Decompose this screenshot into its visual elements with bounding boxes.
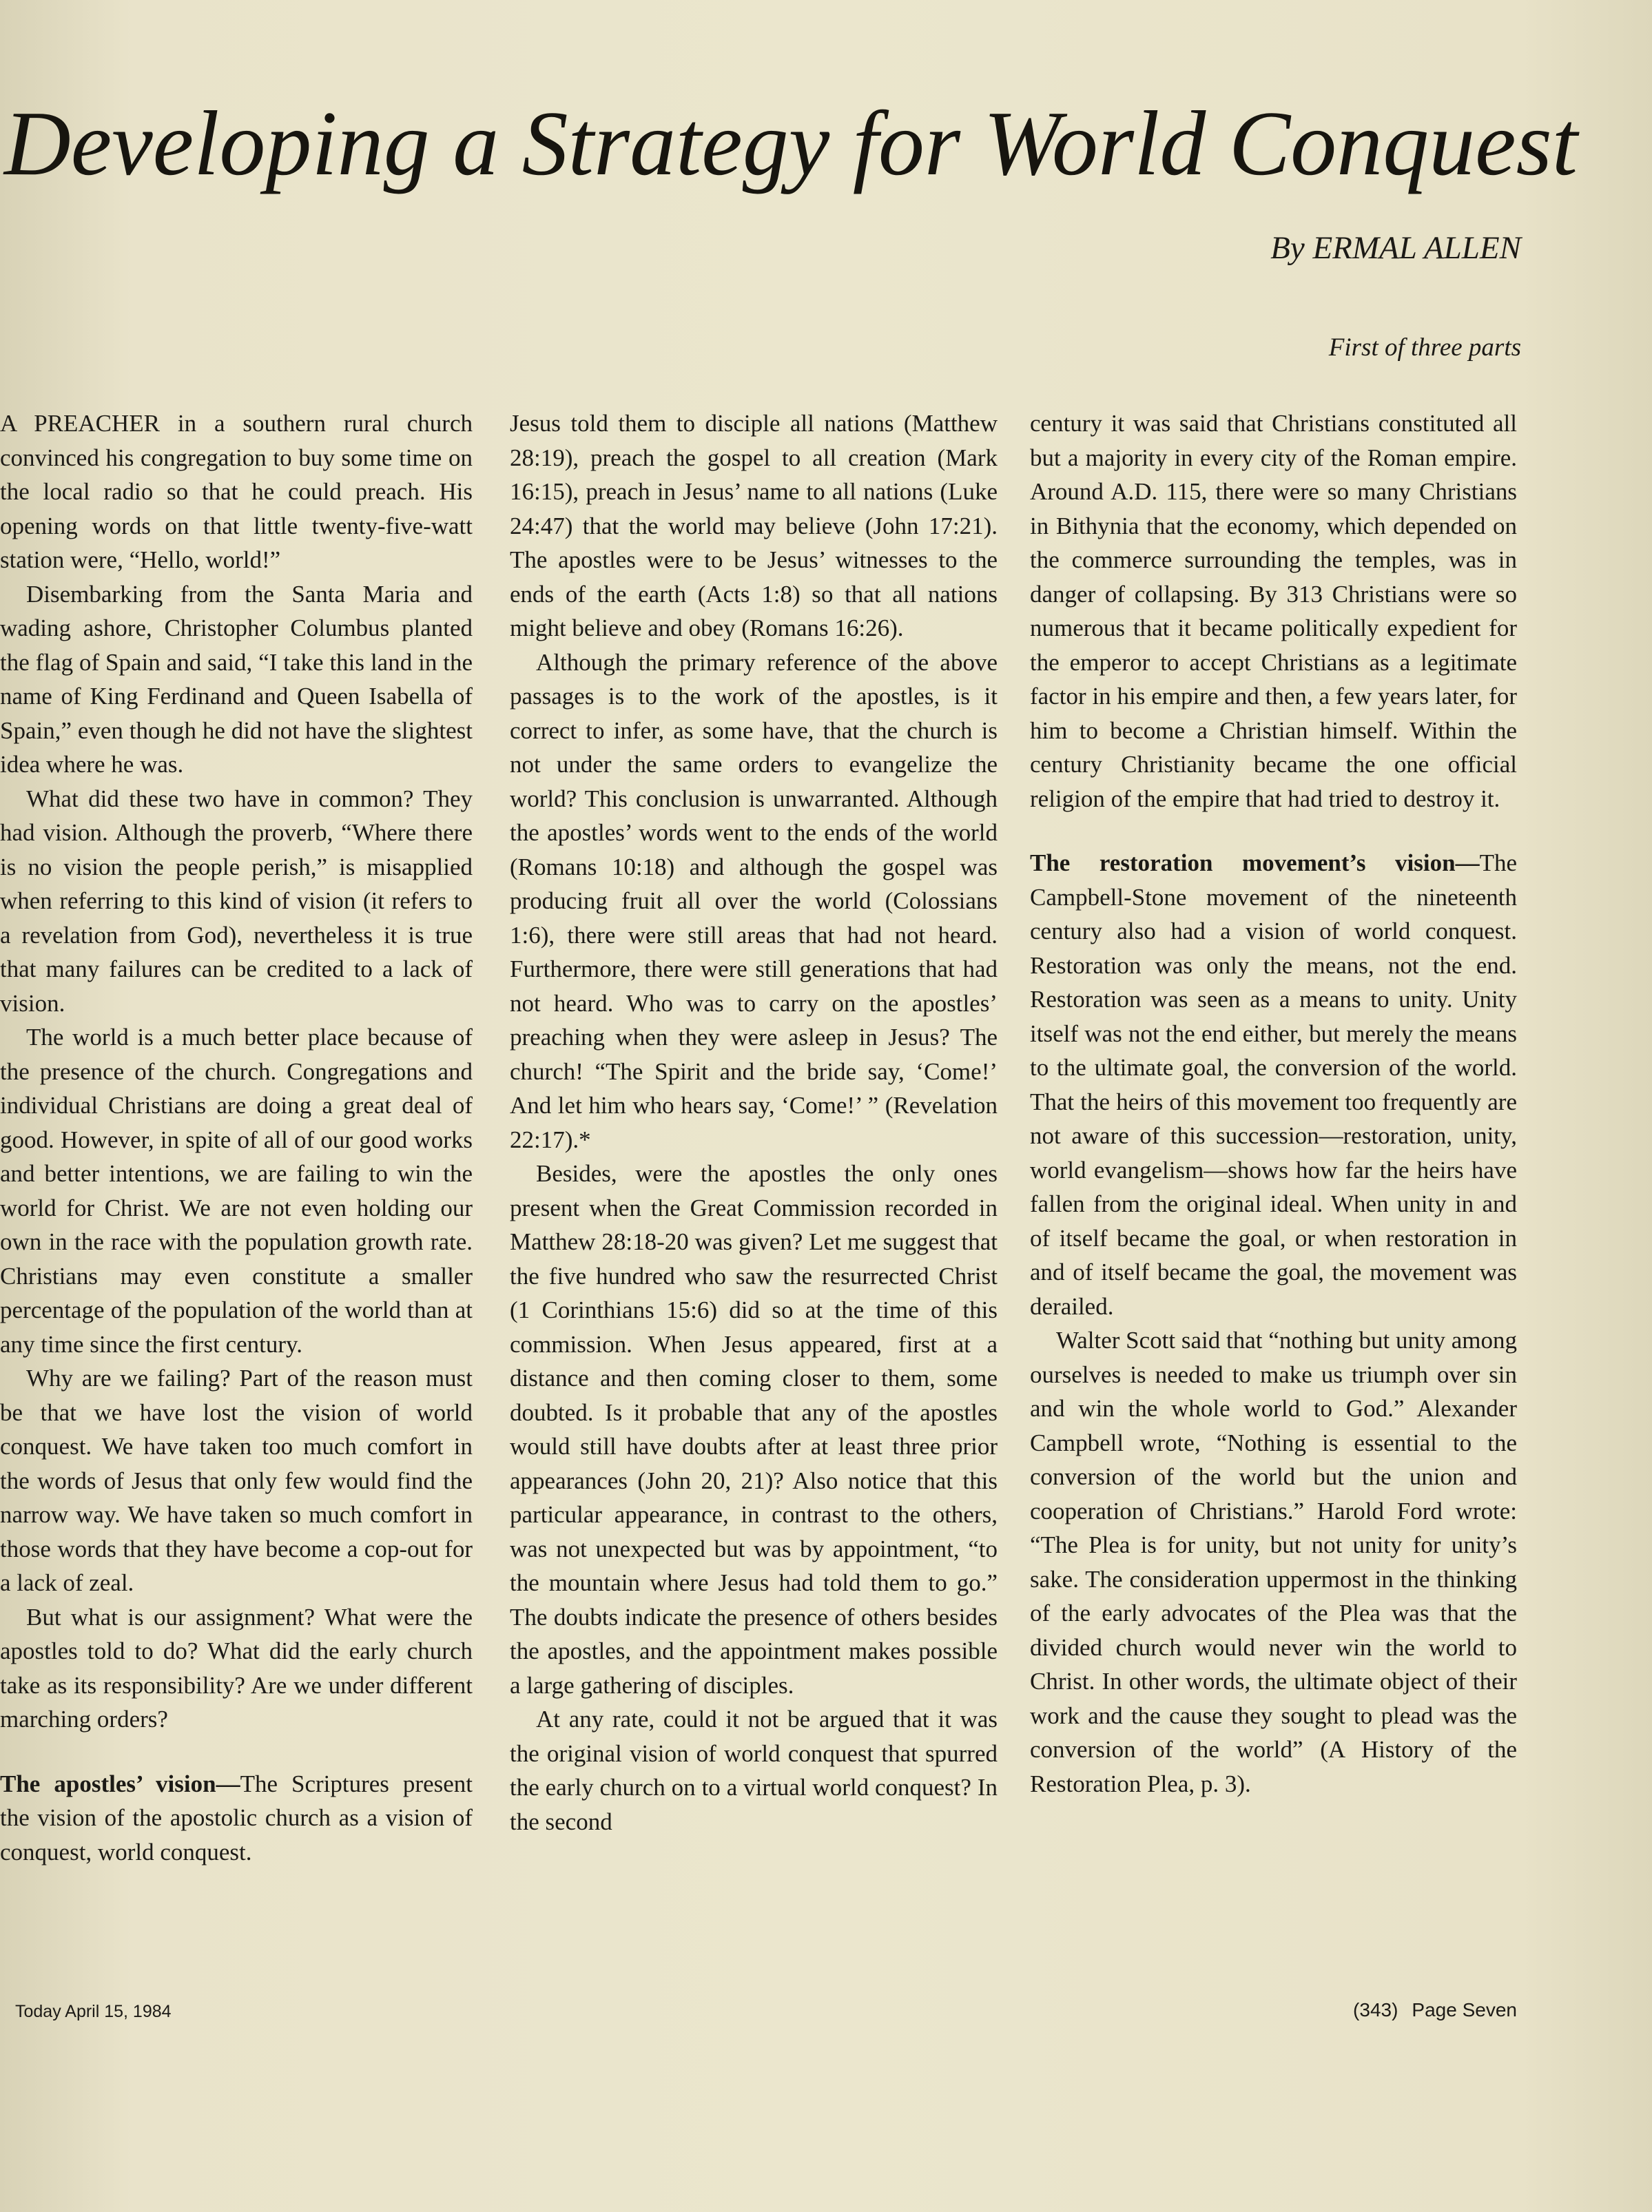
paragraph: Besides, were the apostles the only ones present when the Great Commission recorded in Matthew 28:18-20 was given? Let me suggest that the five hundred who saw the resurrected Christ (1 Corinthians 15:6) did so at the time of this commission. When Jesus appeared, first at a distance and then coming closer to them, some doubted. Is it probable that any of the apostles would still have doubts after at least three prior appearances (John 20, 21)? Also notice that this particular appearance, in contrast to the others, was not unexpected but was by appointment, “to the mountain where Jesus had told them to go.” The doubts indicate the presence of others besides the apostles, and the appointment makes possible a large gathering of disciples. [510, 1160, 998, 1699]
paragraph: Why are we failing? Part of the reason must be that we have lost the vision of world conquest. We have taken too much comfort in the words of Jesus that only few would find the narrow way. We have taken so much comfort in those words that they have become a cop-out for a lack of zeal. [0, 1365, 473, 1596]
paragraph: But what is our assignment? What were the apostles told to do? What did the early church take as its responsibility? Are we under different marching orders? [0, 1603, 473, 1733]
paragraph: A PREACHER in a southern rural church convinced his congregation to buy some time on the local radio so that he could preach. His opening words on that little twenty-five-watt station were, “Hello, world!” [0, 410, 473, 573]
section-paragraph [1030, 846, 1517, 1323]
page-code: (343) [1353, 1999, 1398, 2020]
paragraph: Jesus told them to disciple all nations (Matthew 28:19), preach the gospel to all creation (Mark 16:15), preach in Jesus’ name to all nations (Luke 24:47) that the world may believe (John 17:21). The apostles were to be Jesus’ witnesses to the ends of the earth (Acts 1:8) so that all nations might believe and obey (Romans 16:26). [510, 410, 998, 641]
series-note: First of three parts [1328, 333, 1521, 362]
paragraph: What did these two have in common? They had vision. Although the proverb, “Where there is no vision the people perish,” is misapplied when referring to this kind of vision (it refers to a revelation from God), nevertheless it is true that many failures can be credited to a lack of vision. [0, 785, 473, 1017]
section-paragraph [0, 1767, 473, 1870]
paragraph-text: The Campbell-Stone movement of the nineteenth century also had a vision of world conquest. Restoration was only the means, not the end. Restoration was seen as a means to unity. Unity itself was not the end either, but merely the means to the ultimate goal, the conversion of the world. That the heirs of this movement too frequently are not aware of this succession—restoration, unity, world evangelism—shows how far the heirs have fallen from the original ideal. When unity in and of itself became the goal, or when restoration in and of itself became the goal, the movement was derailed. [1030, 849, 1517, 1320]
text-column-2 [510, 406, 998, 1839]
paragraph: The world is a much better place because of the presence of the church. Congregations and individual Christians are doing a great deal of good. However, in spite of all of our good works and better intentions, we are failing to win the world for Christ. We are not even holding our own in the race with the population growth rate. Christians may even constitute a smaller percentage of the population of the world than at any time since the first century. [0, 1024, 473, 1358]
paragraph: At any rate, could it not be argued that it was the original vision of world conquest that spurred the early church on to a virtual world conquest? In the second [510, 1706, 998, 1835]
footer-page-number [1353, 1999, 1517, 2021]
paragraph: Disembarking from the Santa Maria and wading ashore, Christopher Columbus planted the flag of Spain and said, “I take this land in the name of King Ferdinand and Queen Isabella of Spain,” even though he did not have the slightest idea where he was. [0, 580, 473, 778]
section-heading: The restoration movement’s vision— [1030, 849, 1480, 876]
article-title: Developing a Strategy for World Conquest [4, 92, 1578, 194]
section-heading: The apostles’ vision— [0, 1770, 240, 1797]
paragraph: century it was said that Christians constituted all but a majority in every city of the Roman empire. Around A.D. 115, there were so many Christians in Bithynia that the economy, which depended on the commerce surrounding the temples, was in danger of collapsing. By 313 Christians were so numerous that it became politically expedient for the emperor to accept Christians as a legitimate factor in his empire and then, a few years later, for him to become a Christian himself. Within the century Christianity became the one official religion of the empire that had tried to destroy it. [1030, 410, 1517, 812]
paragraph-text: The Scriptures present the vision of the apostolic church as a vision of conquest, world conquest. [0, 1770, 473, 1865]
footer-issue-date: Today April 15, 1984 [15, 2002, 172, 2021]
text-column-3 [1030, 406, 1517, 1801]
paragraph: Although the primary reference of the above passages is to the work of the apostles, is it correct to infer, as some have, that the church is not under the same orders to evangelize the world? This conclusion is unwarranted. Although the apostles’ words went to the ends of the world (Romans 10:18) and although the gospel was producing fruit all over the world (Colossians 1:6), there were still areas that had not heard. Furthermore, there were still generations that had not heard. Who was to carry on the apostles’ preaching when they were asleep in Jesus? The church! “The Spirit and the bride say, ‘Come!’ And let him who hears say, ‘Come!’ ” (Revelation 22:17).* [510, 648, 998, 1153]
article-byline: By ERMAL ALLEN [1270, 230, 1521, 266]
page-label: Page Seven [1412, 1999, 1517, 2020]
text-column-1 [0, 406, 473, 1869]
paragraph: Walter Scott said that “nothing but unity among ourselves is needed to make us triumph over sin and win the whole world to God.” Alexander Campbell wrote, “Nothing is essential to the conversion of the world but the union and cooperation of Christians.” Harold Ford wrote: “The Plea is for unity, but not unity for unity’s sake. The consideration uppermost in the thinking of the early advocates of the Plea was that the divided church would never win the world to Christ. In other words, the ultimate object of their work and the cause they sought to plead was the conversion of the world” (A History of the Restoration Plea, p. 3). [1030, 1327, 1517, 1797]
